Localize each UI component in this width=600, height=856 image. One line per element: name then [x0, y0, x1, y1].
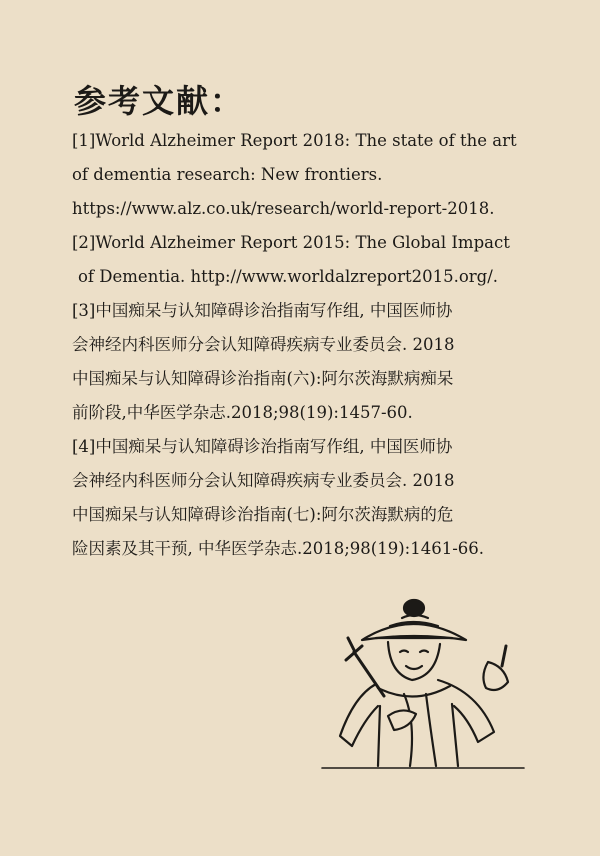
reference-line: 会神经内科医师分会认知障碍疾病专业委员会. 2018 [72, 471, 455, 490]
reference-line: 险因素及其干预, 中华医学杂志.2018;98(19):1461-66. [72, 539, 485, 558]
reference-line: [1]World Alzheimer Report 2018: The state of the art [72, 131, 517, 150]
reference-line: of dementia research: New frontiers. [72, 165, 383, 184]
reference-line: [4]中国痴呆与认知障碍诊治指南写作组, 中国医师协 [72, 437, 453, 456]
page-title: 参考文献： [74, 82, 245, 120]
reference-list [72, 124, 572, 566]
reference-line: 中国痴呆与认知障碍诊治指南(七):阿尔茨海默病的危 [72, 505, 454, 524]
reference-line: 会神经内科医师分会认知障碍疾病专业委员会. 2018 [72, 335, 455, 354]
scholar-illustration [318, 596, 528, 776]
reference-line: 前阶段,中华医学杂志.2018;98(19):1457-60. [72, 403, 413, 422]
reference-line: 中国痴呆与认知障碍诊治指南(六):阿尔茨海默病痴呆 [72, 369, 454, 388]
reference-line: [3]中国痴呆与认知障碍诊治指南写作组, 中国医师协 [72, 301, 453, 320]
reference-line: of Dementia. http://www.worldalzreport2015.org/. [78, 267, 499, 286]
reference-line: [2]World Alzheimer Report 2015: The Global Impact [72, 233, 510, 252]
reference-line: https://www.alz.co.uk/research/world-report-2018. [72, 199, 495, 218]
